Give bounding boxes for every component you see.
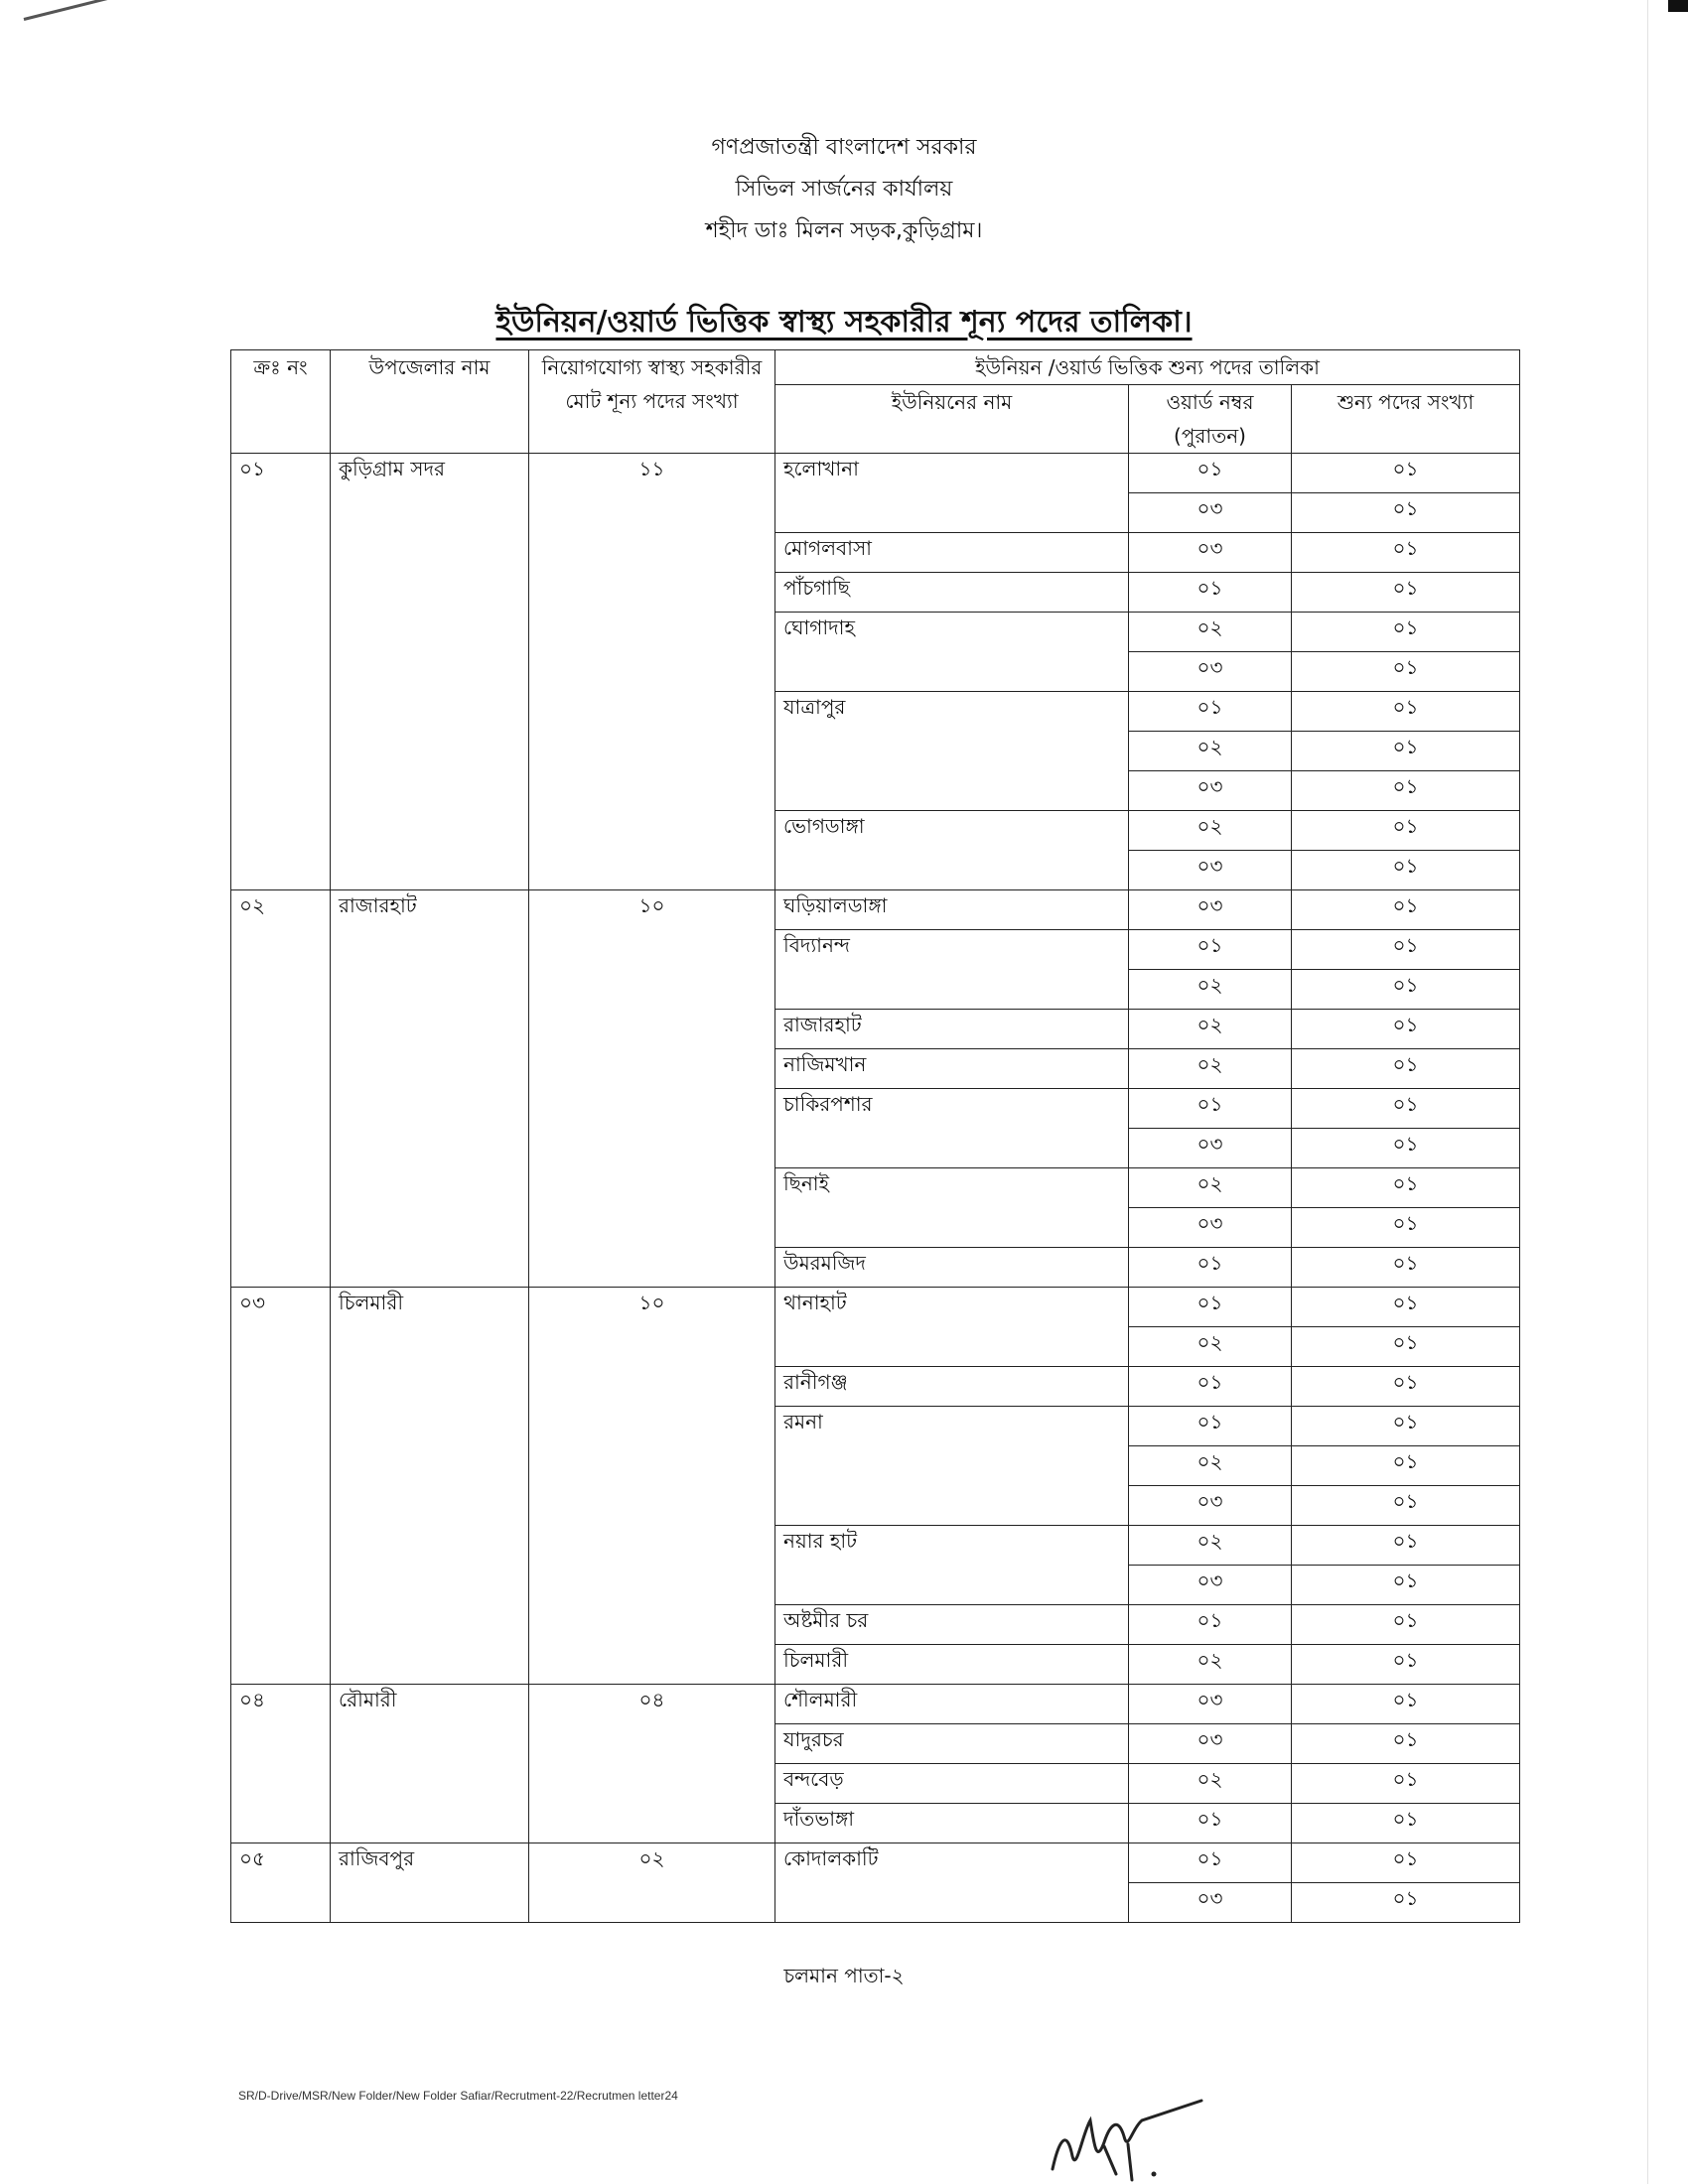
union-name-cell: রমনা [775, 1407, 1129, 1526]
union-name-cell: পাঁচগাছি [775, 573, 1129, 613]
total-posts-cell: ০২ [529, 1843, 775, 1923]
ward-number-cell: ০১ [1129, 692, 1292, 732]
office-header [0, 127, 1688, 252]
ward-number-cell: ০৩ [1129, 851, 1292, 890]
vacancy-count-cell: ০১ [1292, 851, 1520, 890]
vacancy-count-cell: ০১ [1292, 613, 1520, 652]
col-group-header: ইউনিয়ন /ওয়ার্ড ভিত্তিক শুন্য পদের তালিকা [775, 350, 1520, 385]
union-name-cell: যাত্রাপুর [775, 692, 1129, 811]
ward-number-cell: ০১ [1129, 1407, 1292, 1446]
table-row [231, 1288, 1520, 1327]
ward-number-cell: ০৩ [1129, 1566, 1292, 1605]
ward-number-cell: ০২ [1129, 1010, 1292, 1049]
total-posts-cell: ১১ [529, 454, 775, 890]
union-name-cell: নয়ার হাট [775, 1526, 1129, 1605]
vacancy-count-cell: ০১ [1292, 1804, 1520, 1843]
ward-number-cell: ০১ [1129, 1089, 1292, 1129]
vacancy-count-cell: ০১ [1292, 970, 1520, 1010]
ward-number-cell: ০৩ [1129, 771, 1292, 811]
continuation-note: চলমান পাতা-২ [783, 1964, 905, 1987]
vacancy-count-cell: ০১ [1292, 1168, 1520, 1208]
vacancy-table-header [231, 350, 1520, 454]
vacancy-count-cell: ০১ [1292, 771, 1520, 811]
ward-number-cell: ০৩ [1129, 890, 1292, 930]
ward-number-cell: ০২ [1129, 1764, 1292, 1804]
vacancy-count-cell: ০১ [1292, 1645, 1520, 1685]
ward-number-cell: ০২ [1129, 1446, 1292, 1486]
ward-number-cell: ০৩ [1129, 1883, 1292, 1923]
header-address: শহীদ ডাঃ মিলন সড়ক,কুড়িগ্রাম। [705, 218, 983, 243]
upazila-name-cell: রৌমারী [331, 1685, 529, 1843]
vacancy-count-cell: ০১ [1292, 1685, 1520, 1724]
header-office: সিভিল সার্জনের কার্যালয় [735, 177, 953, 202]
ward-number-cell: ০৩ [1129, 1208, 1292, 1248]
union-name-cell: মোগলবাসা [775, 533, 1129, 573]
vacancy-count-cell: ০১ [1292, 1288, 1520, 1327]
union-name-cell: যাদুরচর [775, 1724, 1129, 1764]
union-name-cell: রাজারহাট [775, 1010, 1129, 1049]
vacancy-count-cell: ০১ [1292, 1446, 1520, 1486]
vacancy-count-cell: ০১ [1292, 1486, 1520, 1526]
ward-number-cell: ০১ [1129, 1367, 1292, 1407]
union-name-cell: বন্দবেড় [775, 1764, 1129, 1804]
serial-cell: ০৫ [231, 1843, 331, 1923]
ward-number-cell: ০৩ [1129, 493, 1292, 533]
col-vacancies-header: শুন্য পদের সংখ্যা [1292, 385, 1520, 454]
union-name-cell: দাঁতভাঙ্গা [775, 1804, 1129, 1843]
vacancy-table [230, 349, 1520, 1923]
col-ward-header: ওয়ার্ড নম্বর (পুরাতন) [1129, 385, 1292, 454]
ward-number-cell: ০১ [1129, 573, 1292, 613]
vacancy-count-cell: ০১ [1292, 493, 1520, 533]
scan-edge-mark [1668, 0, 1688, 12]
union-name-cell: ভোগডাঙ্গা [775, 811, 1129, 890]
serial-cell: ০১ [231, 454, 331, 890]
vacancy-count-cell: ০১ [1292, 454, 1520, 493]
vacancy-count-cell: ০১ [1292, 692, 1520, 732]
col-union-header: ইউনিয়নের নাম [775, 385, 1129, 454]
ward-number-cell: ০১ [1129, 1288, 1292, 1327]
vacancy-count-cell: ০১ [1292, 533, 1520, 573]
union-name-cell: নাজিমখান [775, 1049, 1129, 1089]
vacancy-count-cell: ০১ [1292, 1407, 1520, 1446]
union-name-cell: রানীগঞ্জ [775, 1367, 1129, 1407]
ward-number-cell: ০৩ [1129, 1129, 1292, 1168]
union-name-cell: ঘড়িয়ালডাঙ্গা [775, 890, 1129, 930]
union-name-cell: বিদ্যানন্দ [775, 930, 1129, 1010]
vacancy-count-cell: ০১ [1292, 1089, 1520, 1129]
upazila-name-cell: চিলমারী [331, 1288, 529, 1685]
ward-number-cell: ০১ [1129, 454, 1292, 493]
header-government: গণপ্রজাতন্ত্রী বাংলাদেশ সরকার [711, 135, 977, 160]
vacancy-count-cell: ০১ [1292, 1010, 1520, 1049]
vacancy-count-cell: ০১ [1292, 573, 1520, 613]
ward-number-cell: ০২ [1129, 1645, 1292, 1685]
upazila-name-cell: রাজারহাট [331, 890, 529, 1288]
vacancy-table-body [231, 454, 1520, 1923]
col-upazila-header: উপজেলার নাম [331, 350, 529, 454]
vacancy-count-cell: ০১ [1292, 1049, 1520, 1089]
ward-number-cell: ০২ [1129, 1526, 1292, 1566]
document-title: ইউনিয়ন/ওয়ার্ড ভিত্তিক স্বাস্থ্য সহকারীর শূন্য পদের তালিকা। [495, 305, 1193, 340]
serial-cell: ০৪ [231, 1685, 331, 1843]
ward-number-cell: ০১ [1129, 1605, 1292, 1645]
vacancy-count-cell: ০১ [1292, 1367, 1520, 1407]
ward-number-cell: ০২ [1129, 1168, 1292, 1208]
union-name-cell: শৌলমারী [775, 1685, 1129, 1724]
ward-number-cell: ০২ [1129, 1327, 1292, 1367]
vacancy-count-cell: ০১ [1292, 1208, 1520, 1248]
total-posts-cell: ১০ [529, 1288, 775, 1685]
union-name-cell: উমরমজিদ [775, 1248, 1129, 1288]
vacancy-count-cell: ০১ [1292, 1605, 1520, 1645]
table-row [231, 1685, 1520, 1724]
col-total-posts-header: নিয়োগযোগ্য স্বাস্থ্য সহকারীর মোট শূন্য পদের সংখ্যা [529, 350, 775, 454]
union-name-cell: চাকিরপশার [775, 1089, 1129, 1168]
ward-number-cell: ০২ [1129, 613, 1292, 652]
vacancy-count-cell: ০১ [1292, 890, 1520, 930]
vacancy-count-cell: ০১ [1292, 1566, 1520, 1605]
total-posts-cell: ০৪ [529, 1685, 775, 1843]
ward-number-cell: ০৩ [1129, 652, 1292, 692]
vacancy-count-cell: ০১ [1292, 1248, 1520, 1288]
vacancy-count-cell: ০১ [1292, 1526, 1520, 1566]
union-name-cell: ঘোগাদাহ [775, 613, 1129, 692]
union-name-cell: ছিনাই [775, 1168, 1129, 1248]
ward-number-cell: ০৩ [1129, 1724, 1292, 1764]
vacancy-count-cell: ০১ [1292, 1327, 1520, 1367]
vacancy-count-cell: ০১ [1292, 1883, 1520, 1923]
ward-number-cell: ০১ [1129, 1843, 1292, 1883]
vacancy-count-cell: ০১ [1292, 1843, 1520, 1883]
upazila-name-cell: কুড়িগ্রাম সদর [331, 454, 529, 890]
scan-pen-mark [24, 0, 121, 21]
ward-number-cell: ০১ [1129, 930, 1292, 970]
total-posts-cell: ১০ [529, 890, 775, 1288]
serial-cell: ০৩ [231, 1288, 331, 1685]
table-row [231, 1843, 1520, 1883]
table-row [231, 890, 1520, 930]
union-name-cell: চিলমারী [775, 1645, 1129, 1685]
ward-number-cell: ০২ [1129, 732, 1292, 771]
ward-number-cell: ০২ [1129, 970, 1292, 1010]
vacancy-count-cell: ০১ [1292, 732, 1520, 771]
vacancy-count-cell: ০১ [1292, 652, 1520, 692]
vacancy-count-cell: ০১ [1292, 1724, 1520, 1764]
table-row [231, 454, 1520, 493]
ward-number-cell: ০৩ [1129, 533, 1292, 573]
ward-number-cell: ০১ [1129, 1804, 1292, 1843]
vacancy-count-cell: ০১ [1292, 811, 1520, 851]
vacancy-count-cell: ০১ [1292, 1129, 1520, 1168]
vacancy-count-cell: ০১ [1292, 1764, 1520, 1804]
union-name-cell: থানাহাট [775, 1288, 1129, 1367]
ward-number-cell: ০১ [1129, 1248, 1292, 1288]
file-path: SR/D-Drive/MSR/New Folder/New Folder Safiar/Recrutment-22/Recrutmen letter24 [238, 2089, 678, 2103]
vacancy-count-cell: ০১ [1292, 930, 1520, 970]
signature [1033, 2065, 1231, 2184]
ward-number-cell: ০২ [1129, 1049, 1292, 1089]
col-serial-header: ক্রঃ নং [231, 350, 331, 454]
ward-number-cell: ০৩ [1129, 1685, 1292, 1724]
upazila-name-cell: রাজিবপুর [331, 1843, 529, 1923]
serial-cell: ০২ [231, 890, 331, 1288]
ward-number-cell: ০২ [1129, 811, 1292, 851]
document-title-wrap [0, 298, 1688, 348]
union-name-cell: অষ্টমীর চর [775, 1605, 1129, 1645]
ward-number-cell: ০৩ [1129, 1486, 1292, 1526]
union-name-cell: হলোখানা [775, 454, 1129, 533]
union-name-cell: কোদালকাটি [775, 1843, 1129, 1923]
